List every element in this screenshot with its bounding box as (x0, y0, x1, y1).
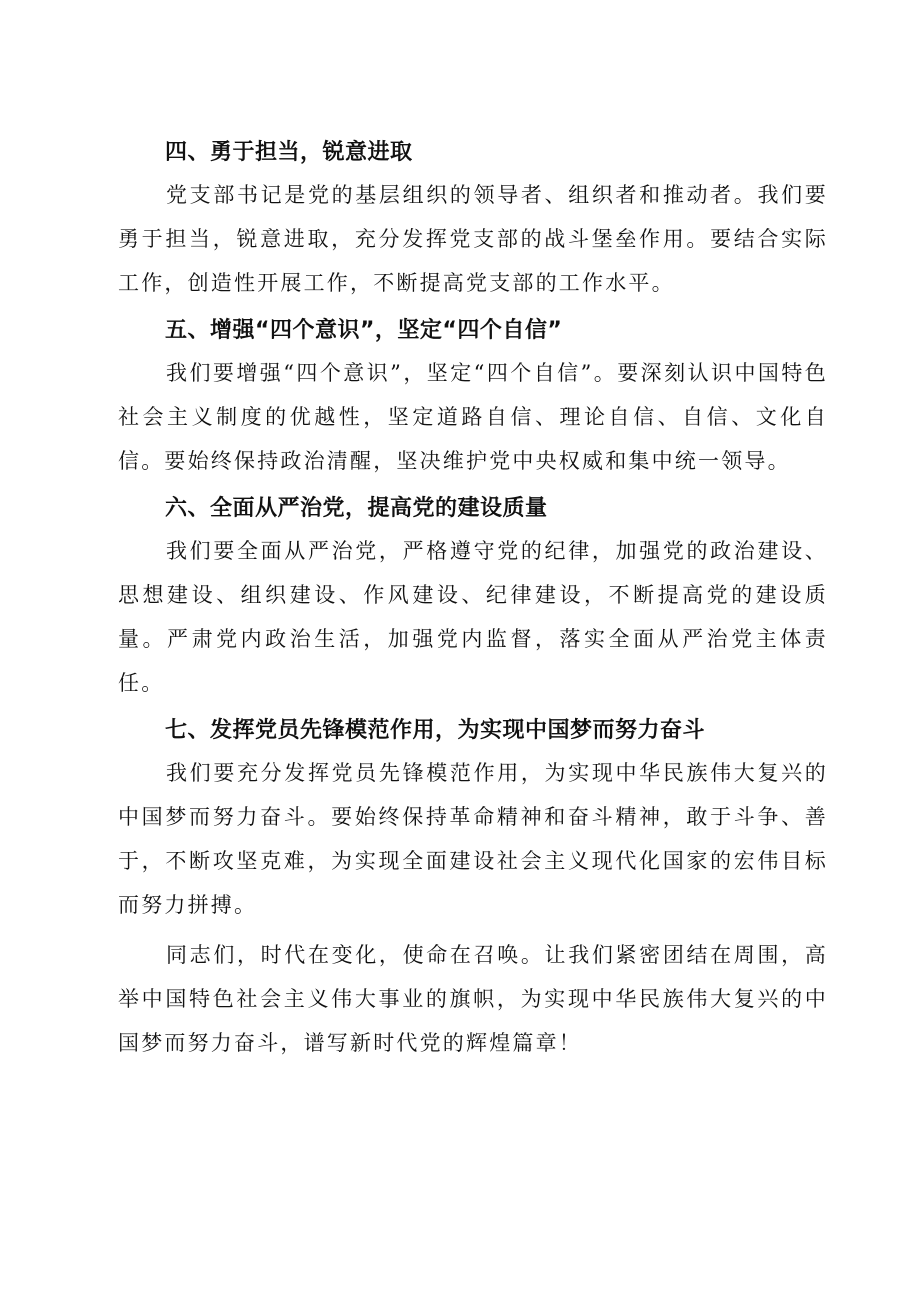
section-heading-4: 四、勇于担当，锐意进取 (165, 140, 413, 165)
document-page (118, 133, 828, 1071)
section-paragraph-7: 我们要充分发挥党员先锋模范作用，为实现中华民族伟大复兴的中国梦而努力奋斗。要始终保持革命精神和奋斗精神，敢于斗争、善于，不断攻坚克难，为实现全面建设社会主义现代化国家的宏伟目标而努力拼搏。 (118, 761, 828, 917)
section-heading-6: 六、全面从严治党，提高党的建设质量 (165, 496, 548, 521)
section-paragraph-5: 我们要增强“四个意识”，坚定“四个自信”。要深刻认识中国特色社会主义制度的优越性，坚定道路自信、理论自信、自信、文化自信。要始终保持政治清醒，坚决维护党中央权威和集中统一领导。 (118, 361, 828, 473)
closing-paragraph: 同志们，时代在变化，使命在召唤。让我们紧密团结在周围，高举中国特色社会主义伟大事业的旗帜，为实现中华民族伟大复兴的中国梦而努力奋斗，谱写新时代党的辉煌篇章！ (118, 943, 828, 1055)
section-paragraph-4: 党支部书记是党的基层组织的领导者、组织者和推动者。我们要勇于担当，锐意进取，充分发挥党支部的战斗堡垒作用。要结合实际工作，创造性开展工作，不断提高党支部的工作水平。 (118, 183, 828, 295)
section-heading-7: 七、发挥党员先锋模范作用，为实现中国梦而努力奋斗 (165, 718, 706, 743)
section-paragraph-6: 我们要全面从严治党，严格遵守党的纪律，加强党的政治建设、思想建设、组织建设、作风建设、纪律建设，不断提高党的建设质量。严肃党内政治生活，加强党内监督，落实全面从严治党主体责任。 (118, 539, 828, 695)
section-heading-5: 五、增强“四个意识”，坚定“四个自信” (165, 318, 563, 343)
